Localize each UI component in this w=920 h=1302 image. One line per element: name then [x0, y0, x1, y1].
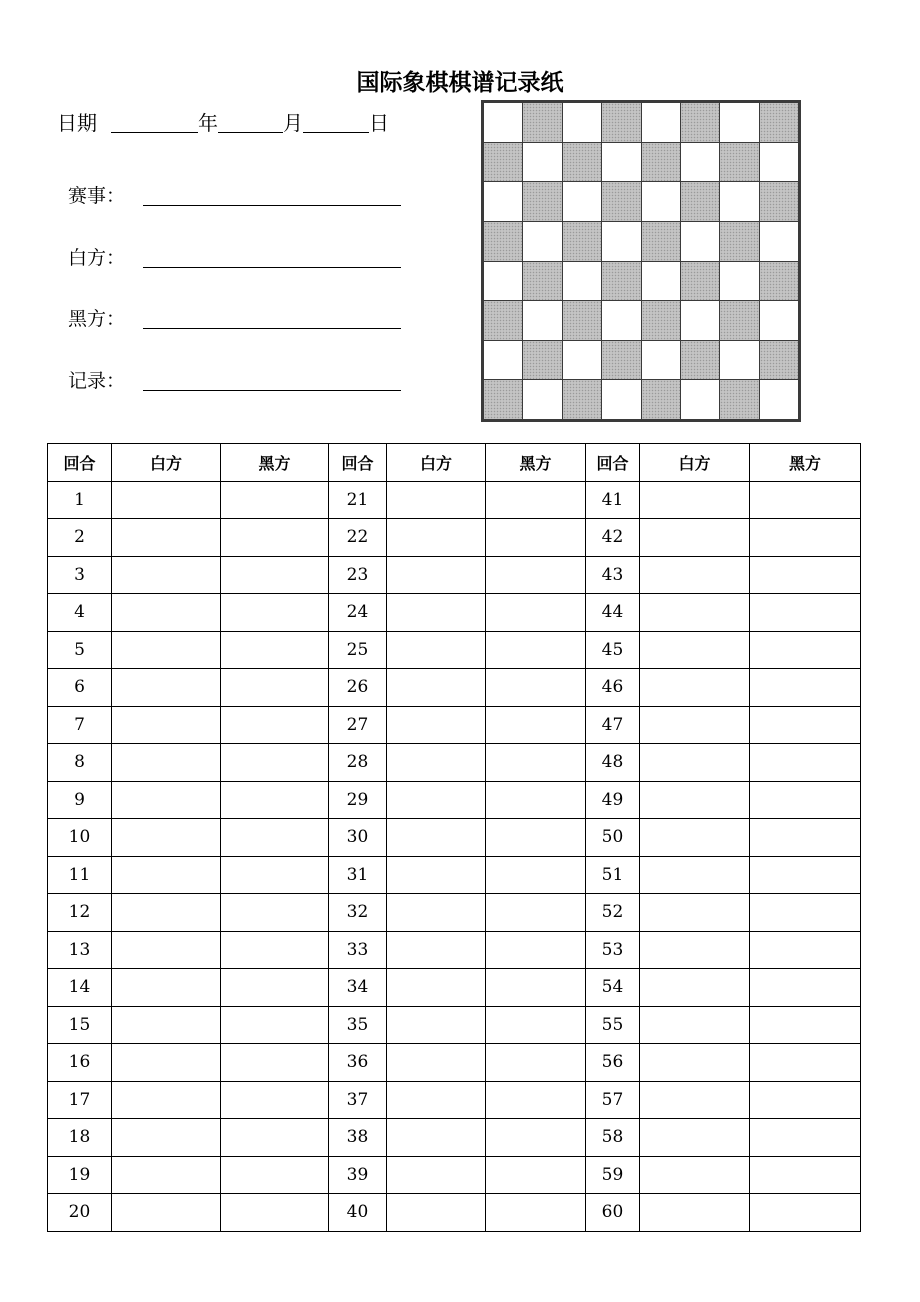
black-move-cell[interactable] [486, 969, 586, 1007]
black-move-cell[interactable] [221, 631, 329, 669]
black-move-cell[interactable] [750, 1156, 861, 1194]
page-title: 国际象棋棋谱记录纸 [356, 70, 564, 96]
field-event-line[interactable] [143, 205, 401, 206]
field-white [68, 242, 125, 270]
dark-square [563, 143, 601, 182]
white-move-cell[interactable] [640, 856, 750, 894]
black-move-cell[interactable] [750, 969, 861, 1007]
dark-square [642, 143, 680, 182]
table-row [48, 1119, 861, 1157]
black-move-cell[interactable] [486, 631, 586, 669]
column-header: 黑方 [486, 444, 586, 482]
black-move-cell[interactable] [750, 519, 861, 557]
move-record-table [47, 443, 861, 1232]
field-black-label: 黑方： [68, 308, 126, 330]
white-move-cell[interactable] [112, 631, 221, 669]
move-number-cell: 47 [586, 706, 640, 744]
white-move-cell[interactable] [640, 894, 750, 932]
white-move-cell[interactable] [112, 931, 221, 969]
white-move-cell[interactable] [640, 519, 750, 557]
dark-square [681, 103, 719, 142]
white-move-cell[interactable] [640, 1156, 750, 1194]
white-move-cell[interactable] [640, 781, 750, 819]
table-row [48, 1006, 861, 1044]
field-event-label: 赛事： [68, 185, 126, 207]
black-move-cell[interactable] [486, 1119, 586, 1157]
white-move-cell[interactable] [640, 744, 750, 782]
field-black-line[interactable] [143, 328, 401, 329]
table-row [48, 931, 861, 969]
white-move-cell[interactable] [387, 894, 486, 932]
move-number-cell: 11 [48, 856, 112, 894]
dark-square [681, 182, 719, 221]
move-number-cell: 17 [48, 1081, 112, 1119]
dark-square [642, 301, 680, 340]
table-row [48, 969, 861, 1007]
black-move-cell[interactable] [221, 556, 329, 594]
black-move-cell[interactable] [486, 556, 586, 594]
dark-square [563, 301, 601, 340]
dark-square [760, 341, 798, 380]
move-number-cell: 8 [48, 744, 112, 782]
light-square [720, 103, 758, 142]
black-move-cell[interactable] [750, 1119, 861, 1157]
dark-square [720, 380, 758, 419]
black-move-cell[interactable] [750, 744, 861, 782]
field-recorder [68, 365, 125, 393]
move-number-cell: 34 [329, 969, 387, 1007]
dark-square [523, 262, 561, 301]
black-move-cell[interactable] [750, 556, 861, 594]
move-number-cell: 9 [48, 781, 112, 819]
black-move-cell[interactable] [750, 781, 861, 819]
dark-square [484, 143, 522, 182]
white-move-cell[interactable] [387, 969, 486, 1007]
light-square [602, 301, 640, 340]
move-number-cell: 52 [586, 894, 640, 932]
dark-square [642, 222, 680, 261]
move-number-cell: 37 [329, 1081, 387, 1119]
date-label: 日期 [57, 111, 97, 135]
black-move-cell[interactable] [486, 706, 586, 744]
light-square [760, 380, 798, 419]
black-move-cell[interactable] [486, 594, 586, 632]
black-move-cell[interactable] [221, 1194, 329, 1232]
black-move-cell[interactable] [750, 1006, 861, 1044]
light-square [720, 262, 758, 301]
column-header: 白方 [112, 444, 221, 482]
move-number-cell: 10 [48, 819, 112, 857]
white-move-cell[interactable] [640, 1081, 750, 1119]
white-move-cell[interactable] [112, 1081, 221, 1119]
light-square [563, 341, 601, 380]
move-number-cell: 59 [586, 1156, 640, 1194]
move-number-cell: 41 [586, 481, 640, 519]
day-blank[interactable] [303, 114, 369, 133]
month-blank[interactable] [218, 114, 283, 133]
black-move-cell[interactable] [750, 706, 861, 744]
black-move-cell[interactable] [221, 819, 329, 857]
dark-square [720, 222, 758, 261]
white-move-cell[interactable] [387, 706, 486, 744]
move-number-cell: 14 [48, 969, 112, 1007]
white-move-cell[interactable] [387, 519, 486, 557]
table-row [48, 819, 861, 857]
light-square [720, 341, 758, 380]
black-move-cell[interactable] [486, 1194, 586, 1232]
move-number-cell: 33 [329, 931, 387, 969]
column-header: 白方 [387, 444, 486, 482]
field-white-label: 白方： [68, 247, 126, 269]
white-move-cell[interactable] [640, 556, 750, 594]
move-number-cell: 46 [586, 669, 640, 707]
move-number-cell: 58 [586, 1119, 640, 1157]
white-move-cell[interactable] [112, 1156, 221, 1194]
column-header: 回合 [329, 444, 387, 482]
column-header: 白方 [640, 444, 750, 482]
move-number-cell: 57 [586, 1081, 640, 1119]
dark-square [484, 301, 522, 340]
table-row [48, 706, 861, 744]
field-recorder-label: 记录： [68, 370, 126, 392]
black-move-cell[interactable] [750, 1044, 861, 1082]
move-number-cell: 40 [329, 1194, 387, 1232]
black-move-cell[interactable] [221, 1081, 329, 1119]
light-square [642, 341, 680, 380]
white-move-cell[interactable] [112, 781, 221, 819]
black-move-cell[interactable] [221, 1006, 329, 1044]
table-row [48, 594, 861, 632]
table-row [48, 481, 861, 519]
day-label: 日 [369, 111, 389, 135]
table-row [48, 1081, 861, 1119]
dark-square [760, 103, 798, 142]
move-number-cell: 24 [329, 594, 387, 632]
move-number-cell: 6 [48, 669, 112, 707]
black-move-cell[interactable] [221, 894, 329, 932]
dark-square [720, 143, 758, 182]
white-move-cell[interactable] [640, 594, 750, 632]
white-move-cell[interactable] [387, 1194, 486, 1232]
light-square [760, 222, 798, 261]
white-move-cell[interactable] [112, 669, 221, 707]
black-move-cell[interactable] [486, 931, 586, 969]
column-header: 黑方 [221, 444, 329, 482]
light-square [681, 222, 719, 261]
black-move-cell[interactable] [750, 1081, 861, 1119]
move-number-cell: 60 [586, 1194, 640, 1232]
move-number-cell: 20 [48, 1194, 112, 1232]
white-move-cell[interactable] [640, 1194, 750, 1232]
white-move-cell[interactable] [387, 631, 486, 669]
dark-square [760, 182, 798, 221]
table-header-row [48, 444, 861, 482]
black-move-cell[interactable] [486, 819, 586, 857]
move-number-cell: 25 [329, 631, 387, 669]
move-number-cell: 42 [586, 519, 640, 557]
white-move-cell[interactable] [387, 1156, 486, 1194]
black-move-cell[interactable] [750, 669, 861, 707]
black-move-cell[interactable] [221, 969, 329, 1007]
dark-square [720, 301, 758, 340]
white-move-cell[interactable] [640, 631, 750, 669]
light-square [642, 182, 680, 221]
move-number-cell: 1 [48, 481, 112, 519]
move-number-cell: 23 [329, 556, 387, 594]
move-number-cell: 5 [48, 631, 112, 669]
white-move-cell[interactable] [640, 1006, 750, 1044]
light-square [642, 262, 680, 301]
white-move-cell[interactable] [112, 969, 221, 1007]
white-move-cell[interactable] [640, 969, 750, 1007]
black-move-cell[interactable] [221, 1044, 329, 1082]
column-header: 回合 [48, 444, 112, 482]
white-move-cell[interactable] [112, 819, 221, 857]
white-move-cell[interactable] [112, 556, 221, 594]
white-move-cell[interactable] [387, 1119, 486, 1157]
black-move-cell[interactable] [486, 1006, 586, 1044]
black-move-cell[interactable] [221, 669, 329, 707]
black-move-cell[interactable] [486, 481, 586, 519]
table-row [48, 669, 861, 707]
move-number-cell: 43 [586, 556, 640, 594]
dark-square [523, 182, 561, 221]
white-move-cell[interactable] [387, 481, 486, 519]
white-move-cell[interactable] [640, 481, 750, 519]
black-move-cell[interactable] [486, 1044, 586, 1082]
move-number-cell: 51 [586, 856, 640, 894]
light-square [523, 222, 561, 261]
white-move-cell[interactable] [112, 1194, 221, 1232]
table-row [48, 781, 861, 819]
white-move-cell[interactable] [387, 669, 486, 707]
black-move-cell[interactable] [750, 856, 861, 894]
table-row [48, 1156, 861, 1194]
move-number-cell: 44 [586, 594, 640, 632]
table-row [48, 856, 861, 894]
black-move-cell[interactable] [221, 781, 329, 819]
white-move-cell[interactable] [112, 1006, 221, 1044]
white-move-cell[interactable] [387, 931, 486, 969]
light-square [681, 301, 719, 340]
move-number-cell: 26 [329, 669, 387, 707]
black-move-cell[interactable] [221, 931, 329, 969]
year-blank[interactable] [111, 114, 198, 133]
black-move-cell[interactable] [750, 481, 861, 519]
move-number-cell: 49 [586, 781, 640, 819]
year-label: 年 [198, 111, 218, 135]
light-square [484, 341, 522, 380]
black-move-cell[interactable] [221, 1119, 329, 1157]
light-square [523, 301, 561, 340]
white-move-cell[interactable] [387, 744, 486, 782]
white-move-cell[interactable] [112, 706, 221, 744]
light-square [681, 380, 719, 419]
date-line [57, 110, 389, 136]
table-row [48, 556, 861, 594]
move-number-cell: 13 [48, 931, 112, 969]
move-number-cell: 50 [586, 819, 640, 857]
light-square [760, 301, 798, 340]
light-square [484, 103, 522, 142]
move-number-cell: 18 [48, 1119, 112, 1157]
move-number-cell: 22 [329, 519, 387, 557]
black-move-cell[interactable] [221, 519, 329, 557]
move-number-cell: 16 [48, 1044, 112, 1082]
dark-square [484, 222, 522, 261]
move-number-cell: 54 [586, 969, 640, 1007]
light-square [484, 182, 522, 221]
field-event [68, 180, 125, 208]
white-move-cell[interactable] [640, 669, 750, 707]
dark-square [602, 262, 640, 301]
light-square [563, 182, 601, 221]
black-move-cell[interactable] [486, 1081, 586, 1119]
white-move-cell[interactable] [640, 819, 750, 857]
move-number-cell: 19 [48, 1156, 112, 1194]
move-number-cell: 28 [329, 744, 387, 782]
move-number-cell: 21 [329, 481, 387, 519]
white-move-cell[interactable] [640, 706, 750, 744]
move-number-cell: 39 [329, 1156, 387, 1194]
black-move-cell[interactable] [486, 856, 586, 894]
white-move-cell[interactable] [640, 1119, 750, 1157]
white-move-cell[interactable] [112, 1119, 221, 1157]
table-row [48, 894, 861, 932]
move-number-cell: 4 [48, 594, 112, 632]
light-square [523, 380, 561, 419]
white-move-cell[interactable] [387, 1081, 486, 1119]
move-number-cell: 30 [329, 819, 387, 857]
white-move-cell[interactable] [112, 856, 221, 894]
move-number-cell: 48 [586, 744, 640, 782]
white-move-cell[interactable] [387, 594, 486, 632]
black-move-cell[interactable] [486, 1156, 586, 1194]
table-row [48, 631, 861, 669]
white-move-cell[interactable] [387, 856, 486, 894]
white-move-cell[interactable] [112, 481, 221, 519]
black-move-cell[interactable] [486, 894, 586, 932]
light-square [484, 262, 522, 301]
move-number-cell: 15 [48, 1006, 112, 1044]
white-move-cell[interactable] [387, 1006, 486, 1044]
black-move-cell[interactable] [486, 744, 586, 782]
black-move-cell[interactable] [750, 594, 861, 632]
black-move-cell[interactable] [221, 744, 329, 782]
chess-board [481, 100, 801, 422]
move-number-cell: 36 [329, 1044, 387, 1082]
move-number-cell: 27 [329, 706, 387, 744]
black-move-cell[interactable] [221, 481, 329, 519]
dark-square [760, 262, 798, 301]
month-label: 月 [283, 111, 303, 135]
dark-square [484, 380, 522, 419]
dark-square [563, 380, 601, 419]
field-black [68, 303, 125, 331]
move-number-cell: 3 [48, 556, 112, 594]
move-number-cell: 32 [329, 894, 387, 932]
black-move-cell[interactable] [486, 669, 586, 707]
dark-square [523, 341, 561, 380]
white-move-cell[interactable] [640, 1044, 750, 1082]
light-square [563, 103, 601, 142]
white-move-cell[interactable] [112, 519, 221, 557]
move-number-cell: 12 [48, 894, 112, 932]
light-square [760, 143, 798, 182]
black-move-cell[interactable] [221, 856, 329, 894]
table-row [48, 1194, 861, 1232]
move-number-cell: 45 [586, 631, 640, 669]
dark-square [642, 380, 680, 419]
table-row [48, 519, 861, 557]
dark-square [602, 182, 640, 221]
white-move-cell[interactable] [112, 594, 221, 632]
move-number-cell: 2 [48, 519, 112, 557]
move-number-cell: 35 [329, 1006, 387, 1044]
field-white-line[interactable] [143, 267, 401, 268]
dark-square [563, 222, 601, 261]
black-move-cell[interactable] [750, 819, 861, 857]
black-move-cell[interactable] [750, 931, 861, 969]
white-move-cell[interactable] [387, 819, 486, 857]
dark-square [523, 103, 561, 142]
move-number-cell: 56 [586, 1044, 640, 1082]
move-number-cell: 53 [586, 931, 640, 969]
white-move-cell[interactable] [112, 744, 221, 782]
light-square [642, 103, 680, 142]
light-square [563, 262, 601, 301]
move-number-cell: 38 [329, 1119, 387, 1157]
white-move-cell[interactable] [112, 894, 221, 932]
light-square [720, 182, 758, 221]
black-move-cell[interactable] [486, 781, 586, 819]
column-header: 回合 [586, 444, 640, 482]
black-move-cell[interactable] [750, 894, 861, 932]
dark-square [602, 103, 640, 142]
move-number-cell: 31 [329, 856, 387, 894]
light-square [523, 143, 561, 182]
column-header: 黑方 [750, 444, 861, 482]
black-move-cell[interactable] [486, 519, 586, 557]
black-move-cell[interactable] [221, 706, 329, 744]
light-square [681, 143, 719, 182]
white-move-cell[interactable] [112, 1044, 221, 1082]
dark-square [681, 262, 719, 301]
light-square [602, 222, 640, 261]
white-move-cell[interactable] [387, 781, 486, 819]
black-move-cell[interactable] [221, 594, 329, 632]
table-row [48, 744, 861, 782]
white-move-cell[interactable] [387, 556, 486, 594]
table-row [48, 1044, 861, 1082]
white-move-cell[interactable] [640, 931, 750, 969]
light-square [602, 380, 640, 419]
white-move-cell[interactable] [387, 1044, 486, 1082]
light-square [602, 143, 640, 182]
move-number-cell: 55 [586, 1006, 640, 1044]
move-number-cell: 29 [329, 781, 387, 819]
dark-square [681, 341, 719, 380]
black-move-cell[interactable] [750, 1194, 861, 1232]
dark-square [602, 341, 640, 380]
field-recorder-line[interactable] [143, 390, 401, 391]
black-move-cell[interactable] [221, 1156, 329, 1194]
move-number-cell: 7 [48, 706, 112, 744]
black-move-cell[interactable] [750, 631, 861, 669]
